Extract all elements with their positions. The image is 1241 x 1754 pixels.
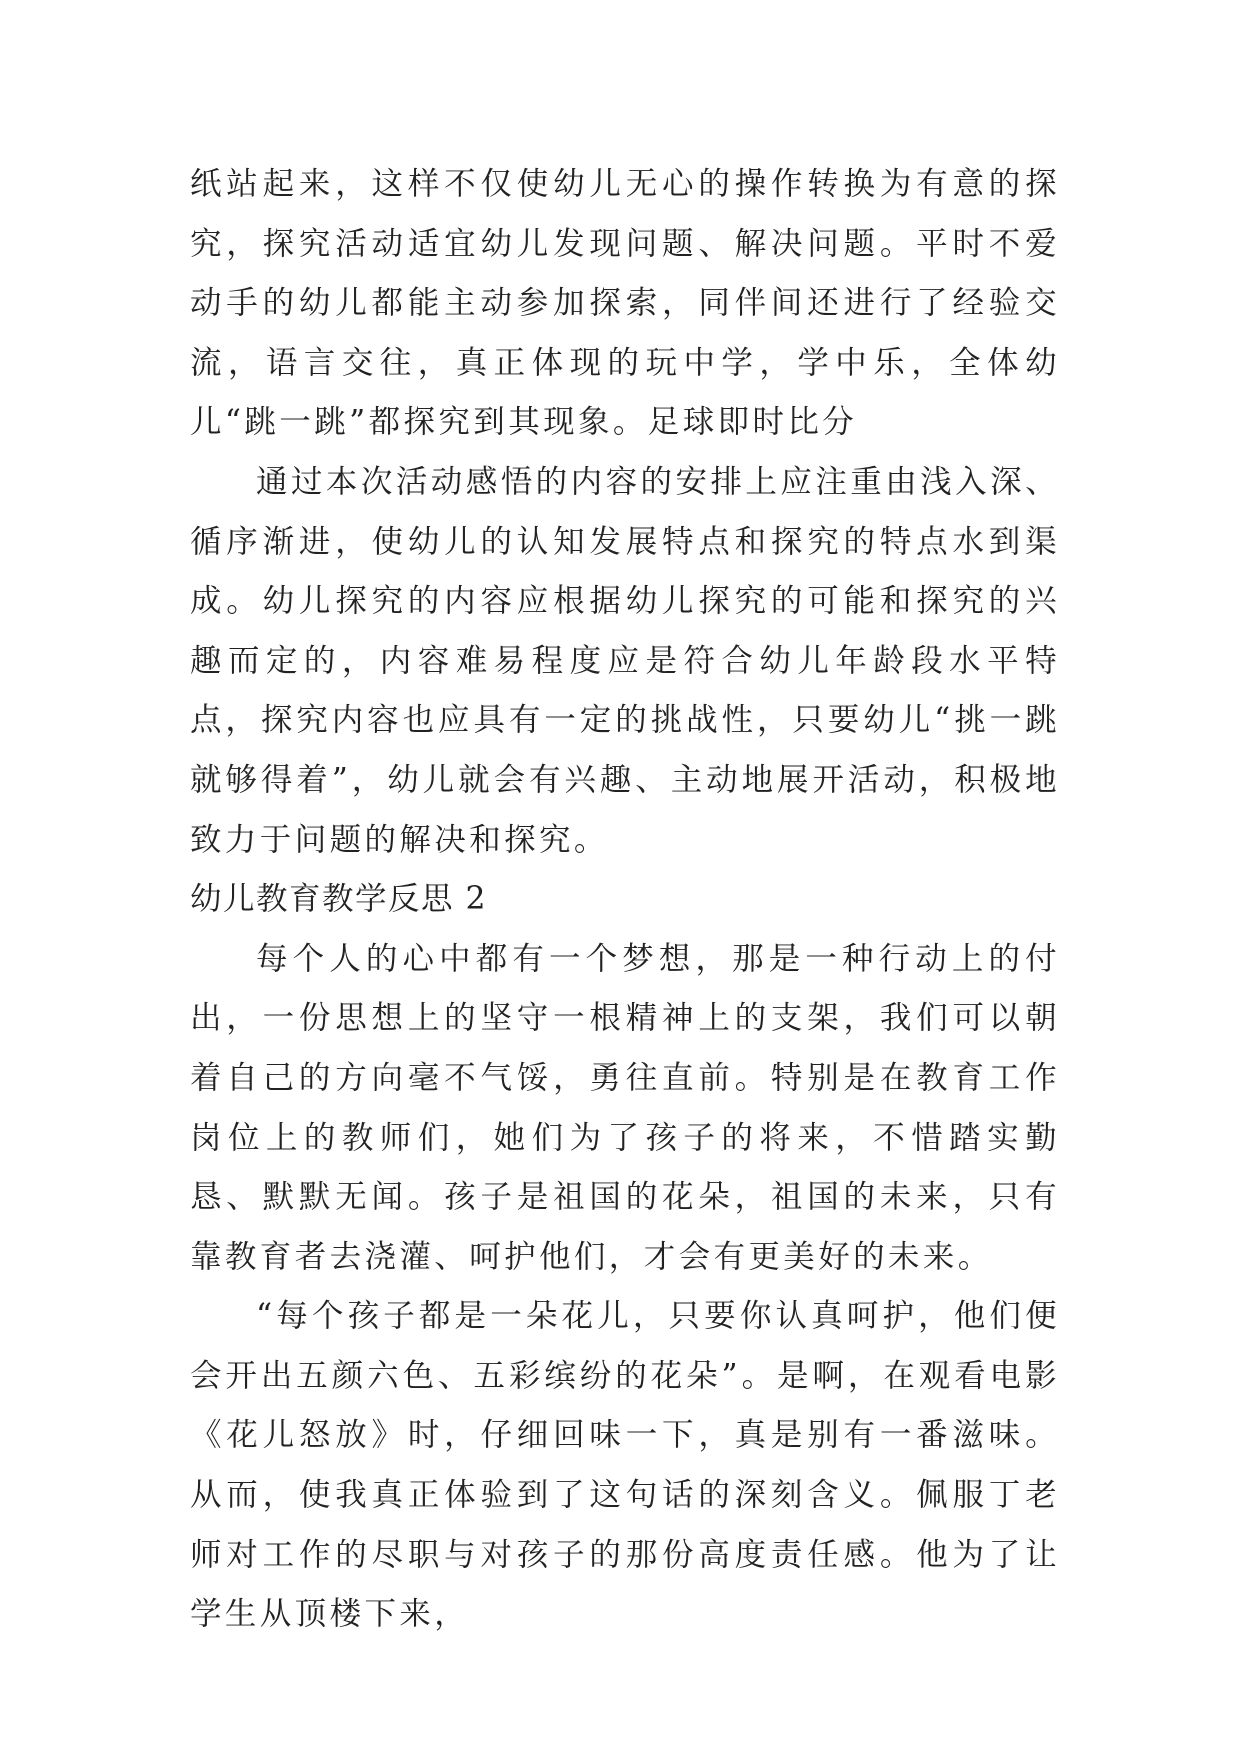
paragraph: 每个人的心中都有一个梦想，那是一种行动上的付出，一份思想上的坚守一根精神上的支架，我们可以朝着自己的方向毫不气馁，勇往直前。特别是在教育工作岗位上的教师们，她们为了孩子的将来，不惜踏实勤恳、默默无闻。孩子是祖国的花朵，祖国的未来，只有靠教育者去浇灌、呵护他们，才会有更美好的未来。 [190,940,1060,1275]
paragraph: “每个孩子都是一朵花儿，只要你认真呵护，他们便会开出五颜六色、五彩缤纷的花朵”。是啊，在观看电影《花儿怒放》时，仔细回味一下，真是别有一番滋味。从而，使我真正体验到了这句话的深刻含义。佩服丁老师对工作的尽职与对孩子的那份高度责任感。他为了让学生从顶楼下来， [190,1298,1060,1633]
paragraph: 通过本次活动感悟的内容的安排上应注重由浅入深、循序渐进，使幼儿的认知发展特点和探究的特点水到渠成。幼儿探究的内容应根据幼儿探究的可能和探究的兴趣而定的，内容难易程度应是符合幼儿年龄段水平特点，探究内容也应具有一定的挑战性，只要幼儿“挑一跳就够得着”，幼儿就会有兴趣、主动地展开活动，积极地致力于问题的解决和探究。 [190,463,1060,858]
paragraph: 纸站起来，这样不仅使幼儿无心的操作转换为有意的探究，探究活动适宜幼儿发现问题、解决问题。平时不爱动手的幼儿都能主动参加探索，同伴间还进行了经验交流，语言交往，真正体现的玩中学，学中乐，全体幼儿“跳一跳”都探究到其现象。足球即时比分 [190,166,1060,441]
section-heading: 幼儿教育教学反思 2 [190,881,488,918]
document-body [190,155,1060,1645]
